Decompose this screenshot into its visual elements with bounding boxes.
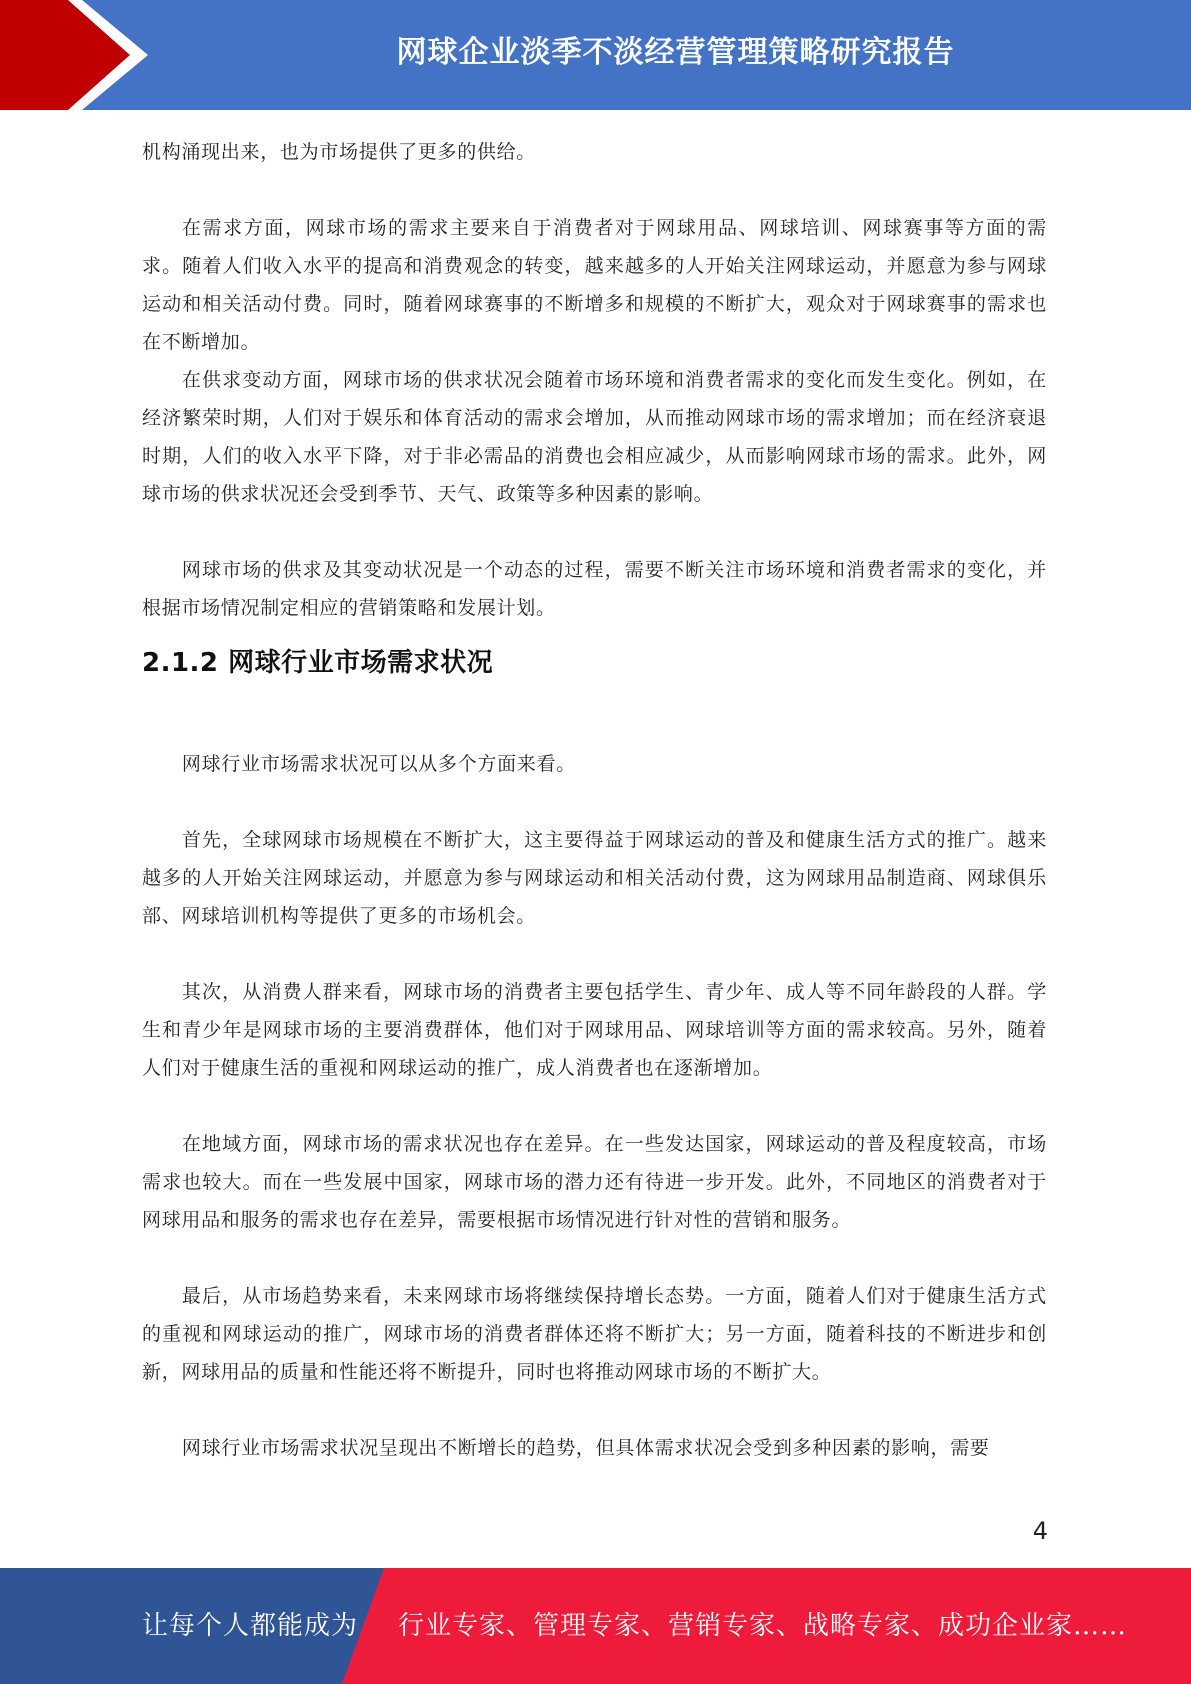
footer-slogan-right: 行业专家、管理专家、营销专家、战略专家、成功企业家…… (398, 1611, 1128, 1641)
section-heading: 2.1.2 网球行业市场需求状况 (142, 648, 494, 678)
page-number: 4 (1032, 1517, 1048, 1545)
footer-slogan-left: 让每个人都能成为 (142, 1611, 359, 1641)
paragraph-summary: 网球行业市场需求状况呈现出不断增长的趋势，但具体需求状况会受到多种因素的影响，需要 (181, 1437, 990, 1459)
paragraph-supply-demand-change: 在供求变动方面，网球市场的供求状况会随着市场环境和消费者需求的变化而发生变化。例如，在经济繁荣时期，人们对于娱乐和体育活动的需求会增加，从而推动网球市场的需求增加；而在经济衰退时期，人们的收入水平下降，对于非必需品的消费也会相应减少，从而影响网球市场的需求。此外，网球市场的供求状况还会受到季节、天气、政策等多种因素的影响。 (142, 369, 1047, 505)
paragraph-region: 在地域方面，网球市场的需求状况也存在差异。在一些发达国家，网球运动的普及程度较高，市场需求也较大。而在一些发展中国家，网球市场的潜力还有待进一步开发。此外，不同地区的消费者对于网球用品和服务的需求也存在差异，需要根据市场情况进行针对性的营销和服务。 (142, 1133, 1047, 1231)
report-title: 网球企业淡季不淡经营管理策略研究报告 (396, 35, 955, 70)
paragraph-second: 其次，从消费人群来看，网球市场的消费者主要包括学生、青少年、成人等不同年龄段的人群。学生和青少年是网球市场的主要消费群体，他们对于网球用品、网球培训等方面的需求较高。另外，随着人们对于健康生活的重视和网球运动的推广，成人消费者也在逐渐增加。 (142, 981, 1047, 1079)
paragraph-trend: 最后，从市场趋势来看，未来网球市场将继续保持增长态势。一方面，随着人们对于健康生活方式的重视和网球运动的推广，网球市场的消费者群体还将不断扩大；另一方面，随着科技的不断进步和创新，网球用品的质量和性能还将不断提升，同时也将推动网球市场的不断扩大。 (142, 1285, 1047, 1383)
paragraph-dynamic-process: 网球市场的供求及其变动状况是一个动态的过程，需要不断关注市场环境和消费者需求的变化，并根据市场情况制定相应的营销策略和发展计划。 (142, 559, 1047, 619)
paragraph-intro: 网球行业市场需求状况可以从多个方面来看。 (181, 753, 576, 775)
page-footer (0, 1568, 1191, 1684)
paragraph-first: 首先，全球网球市场规模在不断扩大，这主要得益于网球运动的普及和健康生活方式的推广。越来越多的人开始关注网球运动，并愿意为参与网球运动和相关活动付费，这为网球用品制造商、网球俱乐部、网球培训机构等提供了更多的市场机会。 (142, 829, 1047, 927)
paragraph-demand: 在需求方面，网球市场的需求主要来自于消费者对于网球用品、网球培训、网球赛事等方面的需求。随着人们收入水平的提高和消费观念的转变，越来越多的人开始关注网球运动，并愿意为参与网球运动和相关活动付费。同时，随着网球赛事的不断增多和规模的不断扩大，观众对于网球赛事的需求也在不断增加。 (142, 217, 1047, 353)
page-body (142, 133, 1047, 1467)
paragraph-continuation: 机构涌现出来，也为市场提供了更多的供给。 (142, 141, 537, 163)
page-header (0, 0, 1191, 110)
